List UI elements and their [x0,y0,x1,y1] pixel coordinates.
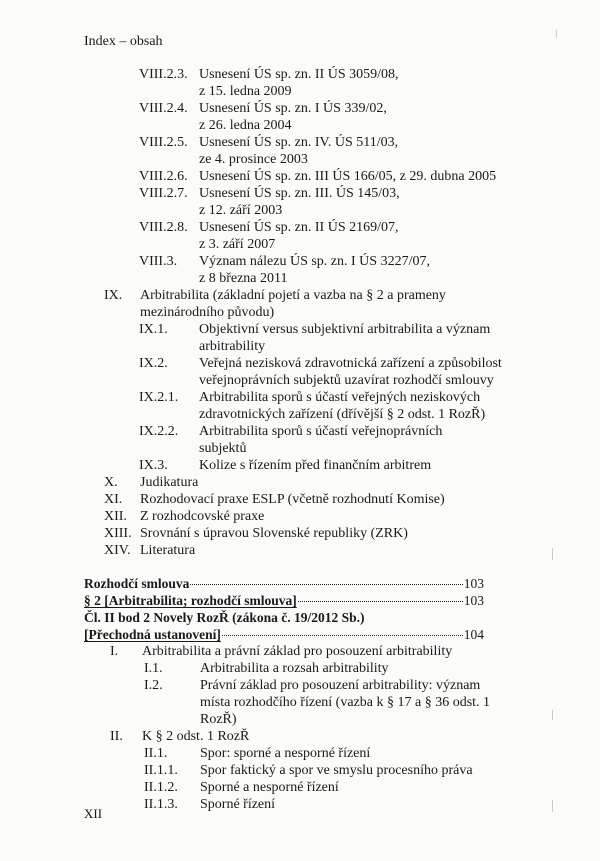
toc-entry [0,389,600,423]
table-of-contents [0,66,600,813]
entry-number: II.1. [144,746,168,761]
toc-entry [0,491,600,508]
scan-mark [556,30,557,38]
toc-entry [0,660,600,677]
entry-text: Arbitrabilita (základní pojetí a vazba na § 2 a prameny mezinárodního původu) [140,288,446,320]
entry-text: Arbitrabilita sporů s účastí veřejnoprávních subjektů [199,424,443,456]
entry-number: VIII.2.5. [139,135,188,150]
section-title: Čl. II bod 2 Novely RozŘ (zákona č. 19/2012 Sb.) [84,610,365,625]
toc-entry [0,508,600,525]
page-number: XII [84,806,103,821]
entry-number: II.1.2. [144,780,178,795]
toc-entry [0,423,600,457]
entry-number: VIII.2.7. [139,186,188,201]
toc-entry [0,779,600,796]
entry-text: Veřejná nezisková zdravotnická zařízení a způsobilost veřejnoprávních subjektů uzavírat rozhodčí smlouvy [199,356,502,388]
toc-entry [0,253,600,287]
toc-entry [0,474,600,491]
entry-number: XI. [104,492,123,507]
entry-text: Spor: sporné a nesporné řízení [200,746,371,761]
section-title: § 2 [Arbitrabilita; rozhodčí smlouva] [84,593,297,608]
entry-number: IX.1. [139,322,168,337]
running-header: Index – obsah [84,34,163,49]
toc-entry [0,457,600,474]
entry-number: VIII.2.3. [139,67,188,82]
entry-number: X. [104,475,118,490]
entry-number: IX.2. [139,356,168,371]
entry-text: Usnesení ÚS sp. zn. II ÚS 3059/08, z 15. ledna 2009 [199,67,399,99]
entry-text: Usnesení ÚS sp. zn. III. ÚS 145/03, z 12. září 2003 [199,186,400,218]
toc-entry [0,762,600,779]
section-title: Rozhodčí smlouva [84,576,190,591]
scan-mark [552,710,553,720]
toc-entry [0,643,600,660]
entry-text: Usnesení ÚS sp. zn. II ÚS 2169/07, z 3. září 2007 [199,220,399,252]
entry-number: XIV. [104,543,131,558]
toc-entry [0,134,600,168]
entry-number: IX. [104,288,123,303]
entry-number: II.1.3. [144,797,178,812]
entry-text: Usnesení ÚS sp. zn. I ÚS 339/02, z 26. ledna 2004 [199,101,387,133]
entry-number: IX.2.2. [139,424,179,439]
entry-number: I.1. [144,661,163,676]
entry-number: VIII.3. [139,254,178,269]
section-heading [84,592,484,609]
entry-number: IX.2.1. [139,390,179,405]
toc-entry [0,287,600,321]
page-ref: 103 [463,576,484,591]
toc-entry [0,168,600,185]
entry-text: Kolize s řízením před finančním arbitrem [199,458,432,473]
scan-mark [552,548,553,560]
entry-number: XII. [104,509,127,524]
entry-text: Spor faktický a spor ve smyslu procesního práva [200,763,473,778]
entry-number: II. [110,729,123,744]
toc-entry [0,219,600,253]
page-ref: 103 [463,593,484,608]
entry-text: Usnesení ÚS sp. zn. IV. ÚS 511/03, ze 4. prosince 2003 [199,135,399,167]
entry-number: I. [110,644,119,659]
dot-leader [190,584,462,585]
entry-text: Sporné a nesporné řízení [200,780,339,795]
section-heading [84,626,484,643]
section-title: [Přechodná ustanovení] [84,627,221,642]
toc-entry [0,185,600,219]
entry-text: Rozhodovací praxe ESLP (včetně rozhodnutí Komise) [140,492,445,507]
entry-number: VIII.2.8. [139,220,188,235]
toc-entry [0,321,600,355]
entry-text: Význam nálezu ÚS sp. zn. I ÚS 3227/07, z 8 března 2011 [199,254,430,286]
entry-number: II.1.1. [144,763,178,778]
entry-text: Srovnání s úpravou Slovenské republiky (ZRK) [140,526,408,541]
entry-text: Právní základ pro posouzení arbitrability: význam místa rozhodčího řízení (vazba k § 17 a § 36 odst. 1 RozŘ) [200,678,491,727]
toc-entry [0,542,600,559]
entry-text: Objektivní versus subjektivní arbitrabilita a význam arbitrability [199,322,491,354]
page-ref: 104 [463,627,484,642]
toc-entry [0,355,600,389]
dot-leader [222,635,463,636]
entry-number: IX.3. [139,458,168,473]
section-heading [84,575,484,592]
entry-number: XIII. [104,526,132,541]
entry-text: Arbitrabilita sporů s účastí veřejných neziskových zdravotnických zařízení (dřívější § 2 odst. 1 RozŘ) [199,390,486,422]
entry-number: VIII.2.6. [139,169,188,184]
scan-mark [552,800,553,812]
entry-text: Arbitrabilita a rozsah arbitrability [200,661,389,676]
toc-entry [0,66,600,100]
entry-number: I.2. [144,678,163,693]
entry-text: Usnesení ÚS sp. zn. III ÚS 166/05, z 29. dubna 2005 [199,169,497,184]
toc-entry [0,677,600,728]
entry-text: Z rozhodcovské praxe [140,509,265,524]
entry-text: Sporné řízení [200,797,276,812]
entry-text: Judikatura [140,475,199,490]
entry-text: Literatura [140,543,196,558]
dot-leader [298,601,463,602]
entry-text: K § 2 odst. 1 RozŘ [142,729,250,744]
entry-text: Arbitrabilita a právní základ pro posouzení arbitrability [142,644,453,659]
toc-entry [0,745,600,762]
toc-entry [0,525,600,542]
toc-entry [0,100,600,134]
toc-entry [0,728,600,745]
entry-number: VIII.2.4. [139,101,188,116]
